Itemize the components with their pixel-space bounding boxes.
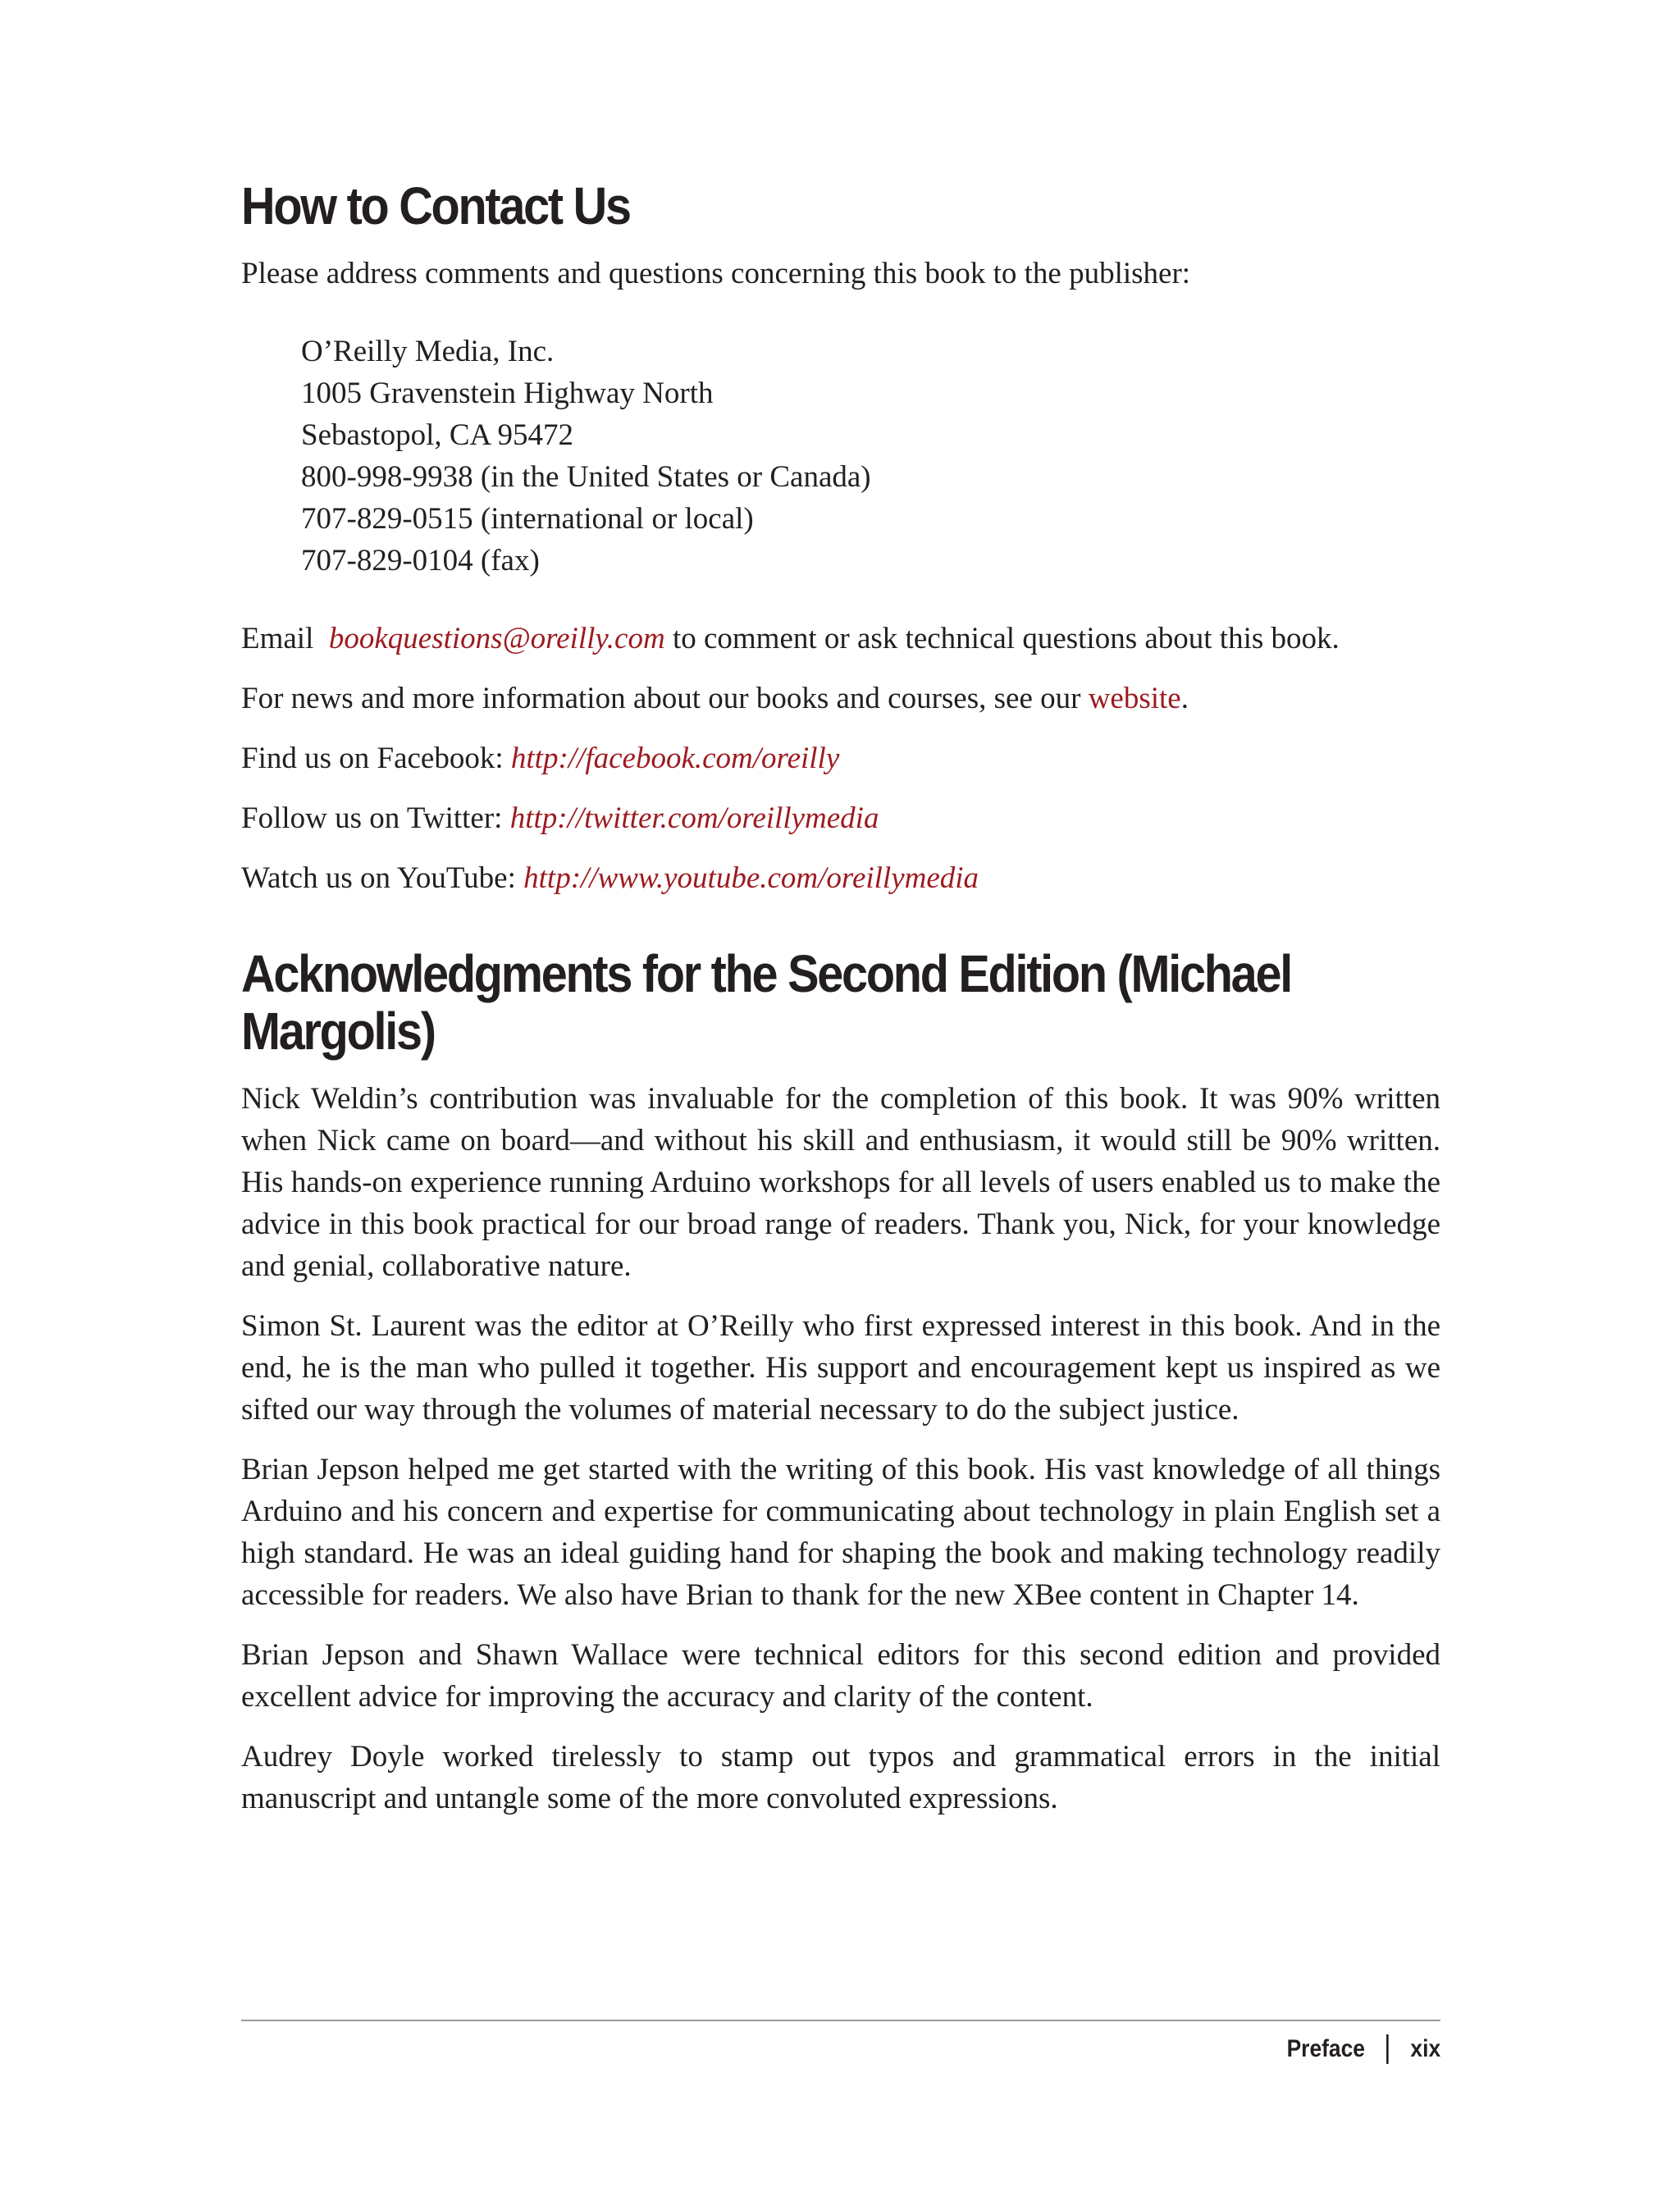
facebook-link[interactable]: http://facebook.com/oreilly <box>510 742 840 775</box>
youtube-prefix: Watch us on YouTube: <box>241 861 524 895</box>
footer-section-title: Preface <box>1286 2035 1365 2062</box>
address-line: 1005 Gravenstein Highway North <box>301 377 714 410</box>
ack-paragraph: Brian Jepson and Shawn Wallace were technical editors for this second edition and provided excellent advice for improving the accuracy and clarity of the content. <box>241 1638 1440 1714</box>
facebook-prefix: Find us on Facebook: <box>241 742 511 775</box>
address-line: 707-829-0515 (international or local) <box>301 502 754 536</box>
news-prefix: For news and more information about our books and courses, see our <box>241 682 1089 715</box>
facebook-paragraph <box>241 737 1440 779</box>
address-line: O’Reilly Media, Inc. <box>301 335 555 368</box>
twitter-prefix: Follow us on Twitter: <box>241 801 510 835</box>
news-paragraph <box>241 678 1440 719</box>
address-line: 800-998-9938 (in the United States or Canada) <box>301 460 871 494</box>
twitter-link[interactable]: http://twitter.com/oreillymedia <box>509 801 879 835</box>
ack-paragraph: Audrey Doyle worked tirelessly to stamp out typos and grammatical errors in the initial manuscript and untangle some of the more convoluted expressions. <box>241 1740 1440 1815</box>
email-prefix: Email <box>241 622 314 655</box>
address-line: Sebastopol, CA 95472 <box>301 418 573 452</box>
twitter-paragraph <box>241 797 1440 839</box>
ack-paragraph: Simon St. Laurent was the editor at O’Reilly who first expressed interest in this book. And in the end, he is the man who pulled it together. His support and encouragement kept us inspired as we sifted our way through the volumes of material necessary to do the subject justice. <box>241 1309 1440 1427</box>
page-content <box>241 164 1440 1838</box>
page-footer <box>1286 2033 1440 2066</box>
footer-divider <box>241 2020 1440 2021</box>
email-suffix: to comment or ask technical questions about this book. <box>664 622 1340 655</box>
news-suffix: . <box>1180 682 1189 715</box>
section-heading-acknowledgments: Acknowledgments for the Second Edition (Michael Margolis) <box>241 944 1291 1061</box>
contact-intro: Please address comments and questions concerning this book to the publisher: <box>241 257 1191 290</box>
publisher-address <box>301 331 1440 582</box>
section-heading-contact: How to Contact Us <box>241 176 630 235</box>
email-link[interactable]: bookquestions@oreilly.com <box>328 622 665 655</box>
ack-paragraph: Nick Weldin’s contribution was invaluable for the completion of this book. It was 90% written when Nick came on board—and without his skill and enthusiasm, it would still be 90% written. His hands-on experience running Arduino workshops for all levels of users enabled us to make the advice in this book practical for our broad range of readers. Thank you, Nick, for your knowledge and genial, collaborative nature. <box>241 1082 1440 1283</box>
youtube-link[interactable]: http://www.youtube.com/oreillymedia <box>523 861 979 895</box>
address-line: 707-829-0104 (fax) <box>301 544 540 578</box>
youtube-paragraph <box>241 857 1440 899</box>
email-paragraph <box>241 618 1440 660</box>
page-number: xix <box>1410 2035 1440 2062</box>
footer-separator <box>1386 2034 1389 2064</box>
ack-paragraph: Brian Jepson helped me get started with the writing of this book. His vast knowledge of all things Arduino and his concern and expertise for communicating about technology in plain English set a high standard. He was an ideal guiding hand for shaping the book and making technology readily accessible for readers. We also have Brian to thank for the new XBee content in Chapter 14. <box>241 1453 1440 1612</box>
website-link[interactable]: website <box>1088 682 1181 715</box>
